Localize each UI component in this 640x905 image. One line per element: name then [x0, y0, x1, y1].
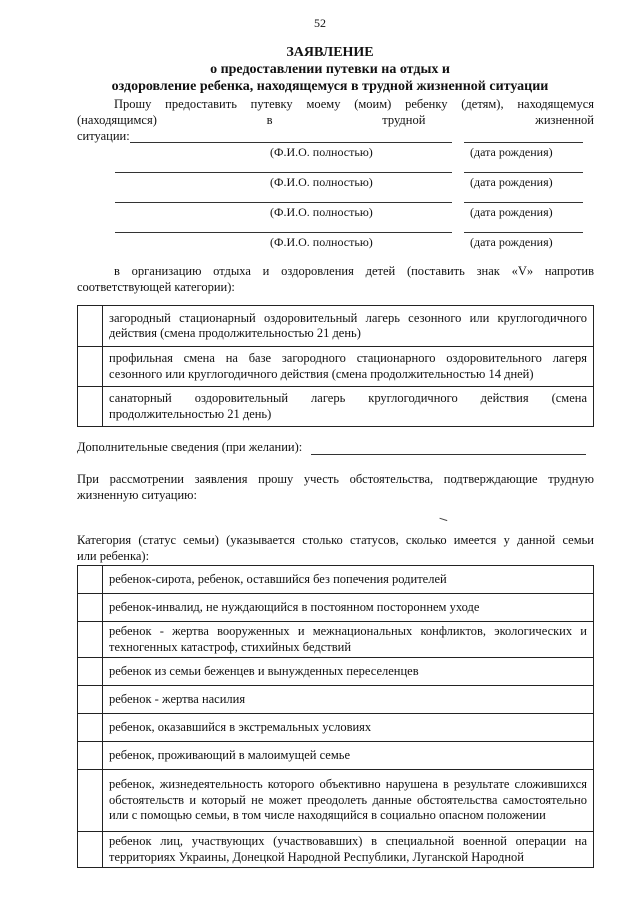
- date-caption-2: (дата рождения): [470, 175, 553, 189]
- category-row: [78, 566, 594, 594]
- date-caption-1: (дата рождения): [470, 145, 553, 159]
- category-row: [78, 594, 594, 622]
- category-checkbox-3[interactable]: [78, 622, 103, 658]
- org-instruction-line-2: соответствующей категории):: [77, 280, 235, 294]
- category-checkbox-8[interactable]: [78, 770, 103, 832]
- additional-info-field[interactable]: [311, 454, 586, 455]
- camp-options-table: [77, 305, 594, 427]
- name-caption-3: (Ф.И.О. полностью): [270, 205, 373, 219]
- child-name-field-1[interactable]: [130, 142, 452, 143]
- category-row: [78, 714, 594, 742]
- document-subtitle-1: о предоставлении путевки на отдых и: [210, 62, 450, 77]
- category-checkbox-9[interactable]: [78, 832, 103, 868]
- date-caption-4: (дата рождения): [470, 235, 553, 249]
- child-name-field-4[interactable]: [115, 232, 452, 233]
- category-text-3: ребенок - жертва вооруженных и межнациональных конфликтов, экологических и техногенных катастроф, стихийных бедствий: [103, 622, 594, 658]
- category-row: [78, 658, 594, 686]
- category-text-9: ребенок лиц, участвующих (участвовавших) в специальной военной операции на территориях Украины, Донецкой Народной Республики, Луганской Народной: [103, 832, 594, 868]
- request-line-3: ситуации:: [77, 129, 130, 143]
- category-text-2: ребенок-инвалид, не нуждающийся в постоянном постороннем уходе: [103, 594, 594, 622]
- child-name-field-2[interactable]: [115, 172, 452, 173]
- category-row: [78, 622, 594, 658]
- category-options-table: [77, 565, 594, 868]
- child-name-field-3[interactable]: [115, 202, 452, 203]
- category-row: [78, 832, 594, 868]
- request-line-2: (находящимся) в трудной жизненной: [77, 113, 594, 127]
- category-text-1: ребенок-сирота, ребенок, оставшийся без попечения родителей: [103, 566, 594, 594]
- category-text-8: ребенок, жизнедеятельность которого объективно нарушена в результате сложившихся обстоятельств и который не может преодолеть данные обстоятельства самостоятельно или с помощью семьи, в том числе находящийся в социально опасном положении: [103, 770, 594, 832]
- name-caption-4: (Ф.И.О. полностью): [270, 235, 373, 249]
- category-checkbox-6[interactable]: [78, 714, 103, 742]
- additional-info-label: Дополнительные сведения (при желании):: [77, 440, 303, 454]
- category-checkbox-4[interactable]: [78, 658, 103, 686]
- camp-option-text-3: санаторный оздоровительный лагерь круглогодичного действия (смена продолжительностью 21 день): [103, 387, 594, 427]
- category-row: [78, 686, 594, 714]
- category-checkbox-7[interactable]: [78, 742, 103, 770]
- circumstances-line-1: При рассмотрении заявления прошу учесть обстоятельства, подтверждающие трудную: [77, 472, 594, 486]
- camp-option-checkbox-3[interactable]: [78, 387, 103, 427]
- category-line-2: или ребенка):: [77, 549, 150, 563]
- category-line-1: Категория (статус семьи) (указывается столько статусов, сколько имеется у данной семьи: [77, 533, 594, 547]
- stray-mark: [439, 514, 448, 521]
- category-text-5: ребенок - жертва насилия: [103, 686, 594, 714]
- camp-option-row: [78, 306, 594, 347]
- child-birthdate-field-3[interactable]: [464, 202, 583, 203]
- document-title: ЗАЯВЛЕНИЕ: [286, 45, 374, 60]
- name-caption-1: (Ф.И.О. полностью): [270, 145, 373, 159]
- date-caption-3: (дата рождения): [470, 205, 553, 219]
- page-number: 52: [314, 16, 326, 30]
- circumstances-line-2: жизненную ситуацию:: [77, 488, 197, 502]
- name-caption-2: (Ф.И.О. полностью): [270, 175, 373, 189]
- child-birthdate-field-2[interactable]: [464, 172, 583, 173]
- category-checkbox-1[interactable]: [78, 566, 103, 594]
- org-instruction-line-1: в организацию отдыха и оздоровления детей (поставить знак «V» напротив: [114, 264, 594, 278]
- request-line-1: Прошу предоставить путевку моему (моим) ребенку (детям), находящемуся: [114, 97, 594, 111]
- camp-option-row: [78, 387, 594, 427]
- category-row: [78, 742, 594, 770]
- document-subtitle-2: оздоровление ребенка, находящемуся в трудной жизненной ситуации: [111, 79, 549, 94]
- category-text-6: ребенок, оказавшийся в экстремальных условиях: [103, 714, 594, 742]
- category-row: [78, 770, 594, 832]
- camp-option-text-2: профильная смена на базе загородного стационарного оздоровительного лагеря сезонного или круглогодичного действия (смена продолжительностью 14 дней): [103, 347, 594, 387]
- child-birthdate-field-4[interactable]: [464, 232, 583, 233]
- camp-option-text-1: загородный стационарный оздоровительный лагерь сезонного или круглогодичного действия (смена продолжительностью 21 день): [103, 306, 594, 347]
- category-text-4: ребенок из семьи беженцев и вынужденных переселенцев: [103, 658, 594, 686]
- child-birthdate-field-1[interactable]: [464, 142, 583, 143]
- camp-option-checkbox-2[interactable]: [78, 347, 103, 387]
- category-checkbox-5[interactable]: [78, 686, 103, 714]
- camp-option-checkbox-1[interactable]: [78, 306, 103, 347]
- camp-option-row: [78, 347, 594, 387]
- category-text-7: ребенок, проживающий в малоимущей семье: [103, 742, 594, 770]
- category-checkbox-2[interactable]: [78, 594, 103, 622]
